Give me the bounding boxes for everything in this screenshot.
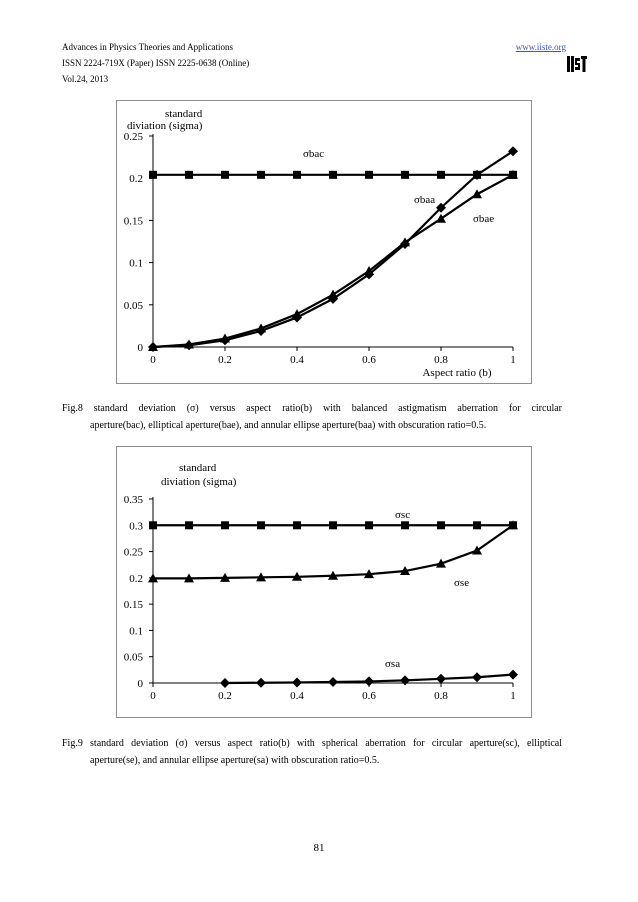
- y-tick-label: 0.25: [123, 131, 143, 143]
- x-tick-label: 0.4: [290, 354, 304, 366]
- series-annotation: σse: [454, 577, 470, 589]
- x-tick-label: 0: [150, 690, 156, 702]
- data-point-square: [437, 521, 445, 529]
- data-point-square: [473, 521, 481, 529]
- data-point-triangle: [328, 290, 338, 299]
- data-point-square: [293, 171, 301, 179]
- y-tick-label: 0.35: [123, 494, 143, 506]
- data-point-square: [149, 171, 157, 179]
- y-tick-label: 0.25: [123, 546, 143, 559]
- figure-8-caption: [62, 400, 562, 434]
- y-axis-label-line: diviation (sigma): [161, 476, 237, 488]
- data-point-square: [257, 171, 265, 179]
- data-point-square: [401, 171, 409, 179]
- series-annotation: σsc: [395, 509, 411, 521]
- x-tick-label: 0.6: [362, 354, 376, 366]
- data-point-diamond: [364, 676, 374, 686]
- y-axis-label-line: standard: [165, 108, 203, 120]
- figure-8-chart: [117, 101, 531, 383]
- y-tick-label: 0.05: [123, 299, 143, 312]
- data-point-square: [365, 171, 373, 179]
- series-line-sigma-se: [153, 525, 513, 578]
- data-point-square: [365, 521, 373, 529]
- data-point-diamond: [400, 675, 410, 685]
- data-point-square: [185, 521, 193, 529]
- x-tick-label: 0.8: [434, 690, 448, 702]
- figure-9-caption-line-1: Fig.9 standard deviation (σ) versus aspect ratio(b) with spherical aberration for circular aperture(sc), elliptical: [62, 738, 562, 749]
- series-line-sigma-bae: [153, 175, 513, 347]
- data-point-diamond: [472, 672, 482, 682]
- data-point-diamond: [220, 678, 230, 688]
- figure-9-chart-frame: [116, 446, 532, 718]
- data-point-diamond: [256, 678, 266, 688]
- y-tick-label: 0: [137, 342, 143, 354]
- journal-url-link[interactable]: www.iiste.org: [515, 42, 566, 52]
- y-tick-label: 0.3: [129, 520, 143, 533]
- y-tick-label: 0.2: [129, 173, 143, 186]
- data-point-square: [329, 521, 337, 529]
- x-tick-label: 0: [150, 354, 156, 366]
- x-tick-label: 0.4: [290, 690, 304, 702]
- data-point-square: [149, 521, 157, 529]
- data-point-diamond: [508, 670, 518, 680]
- x-tick-label: 0.2: [218, 690, 232, 702]
- y-tick-label: 0.15: [123, 215, 143, 228]
- data-point-triangle: [292, 309, 302, 318]
- figure-8-chart-frame: [116, 100, 532, 384]
- data-point-square: [221, 521, 229, 529]
- issn-line: ISSN 2224-719X (Paper) ISSN 2225-0638 (Online): [62, 58, 250, 68]
- y-tick-label: 0.2: [129, 572, 143, 585]
- figure-8-caption-line-1: Fig.8 standard deviation (σ) versus aspect ratio(b) with balanced astigmatism aberration for circular: [62, 403, 562, 414]
- x-tick-label: 1: [510, 690, 516, 702]
- x-axis-label: Aspect ratio (b): [422, 367, 492, 379]
- series-annotation: σbaa: [414, 194, 436, 206]
- y-tick-label: 0.1: [129, 625, 143, 638]
- y-tick-label: 0.1: [129, 257, 143, 270]
- data-point-square: [293, 521, 301, 529]
- x-tick-label: 1: [510, 354, 516, 366]
- y-axis-label-line: standard: [179, 462, 217, 474]
- data-point-square: [221, 171, 229, 179]
- series-annotation: σbac: [303, 148, 325, 160]
- x-tick-label: 0.8: [434, 354, 448, 366]
- data-point-diamond: [328, 677, 338, 687]
- series-annotation: σbae: [473, 213, 495, 225]
- data-point-diamond: [292, 677, 302, 687]
- y-tick-label: 0.05: [123, 651, 143, 664]
- data-point-triangle: [472, 189, 482, 198]
- page-number: 81: [313, 842, 325, 854]
- figure-8-caption-line-2: aperture(bac), elliptical aperture(bae), and annular ellipse aperture(baa) with obscuration ratio=0.5.: [90, 420, 487, 431]
- data-point-square: [437, 171, 445, 179]
- series-line-sigma-baa: [153, 151, 513, 347]
- data-point-square: [329, 171, 337, 179]
- data-point-square: [257, 521, 265, 529]
- y-tick-label: 0: [137, 678, 143, 690]
- figure-9-caption: [62, 735, 562, 769]
- iiste-logo: [566, 54, 588, 74]
- y-axis-label-line: diviation (sigma): [127, 120, 203, 132]
- figure-9-chart: [117, 447, 531, 717]
- figure-9-caption-line-2: aperture(se), and annular ellipse aperture(sa) with obscuration ratio=0.5.: [90, 755, 380, 766]
- series-annotation: σsa: [385, 658, 401, 670]
- journal-title: Advances in Physics Theories and Applications: [62, 42, 234, 52]
- y-tick-label: 0.15: [123, 599, 143, 612]
- data-point-square: [185, 171, 193, 179]
- data-point-diamond: [436, 674, 446, 684]
- volume-line: Vol.24, 2013: [62, 74, 109, 84]
- x-tick-label: 0.2: [218, 354, 232, 366]
- data-point-square: [401, 521, 409, 529]
- x-tick-label: 0.6: [362, 690, 376, 702]
